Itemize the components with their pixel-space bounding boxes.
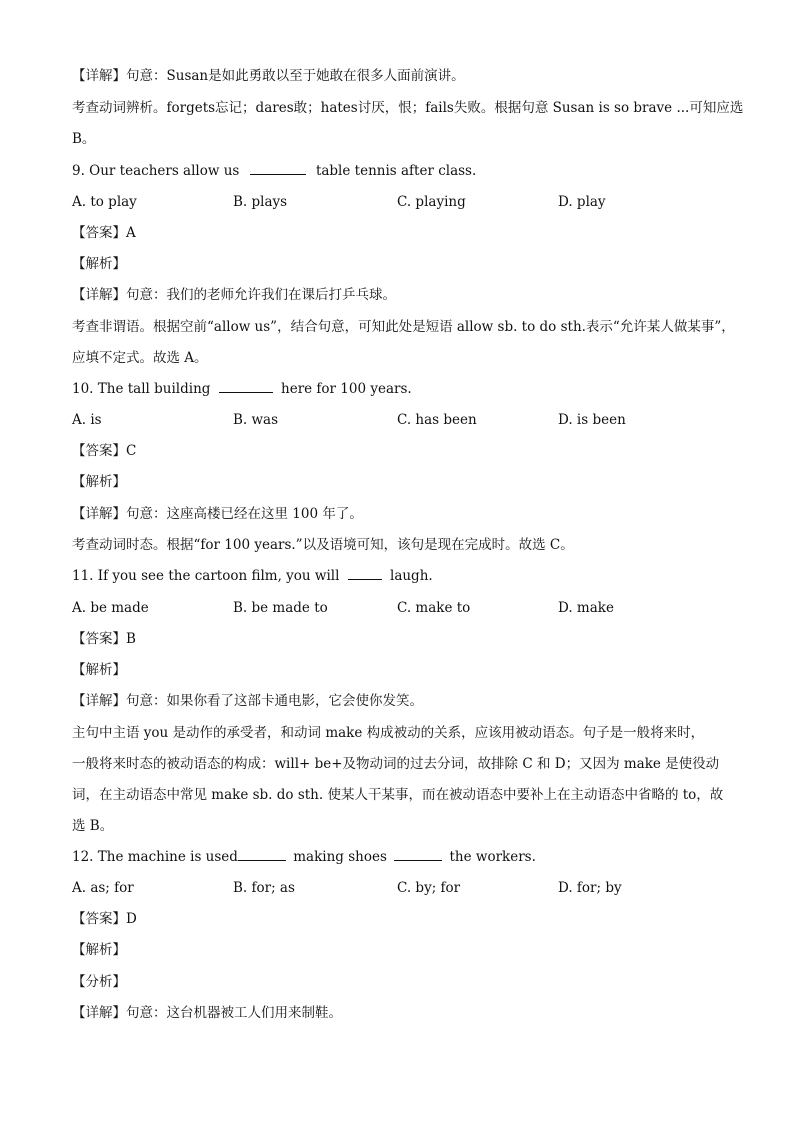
detail-line: 【详解】句意：我们的老师允许我们在课后打乒乓球。 [72, 287, 396, 303]
detail-line: 【详解】句意：这座高楼已经在这里 100 年了。 [72, 506, 363, 522]
answer-line: 【答案】C [72, 443, 137, 459]
detail-line: 【详解】句意：如果你看了这部卡通电影，它会使你发笑。 [72, 693, 423, 709]
question-text: 10. The tall building [72, 381, 211, 397]
option-c: C. by; for [397, 880, 461, 896]
option-d: D. make [558, 600, 614, 616]
question-12 [72, 848, 722, 866]
question-text: table tennis after class. [315, 163, 477, 179]
question-text: 9. Our teachers allow us [72, 163, 240, 179]
analysis-heading: 【解析】 [72, 474, 126, 490]
explanation-line: 考查非谓语。根据空前“allow us”，结合句意，可知此处是短语 allow sb. to do sth.表示“允许某人做某事”， [72, 319, 735, 335]
question-text: here for 100 years. [281, 381, 412, 397]
option-b: B. plays [233, 194, 288, 210]
explanation-line: 一般将来时态的被动语态的构成：will+ be+及物动词的过去分词，故排除 C 和 D；又因为 make 是使役动 [72, 756, 720, 772]
option-a: A. as; for [72, 880, 134, 896]
question-text: making shoes [293, 849, 387, 865]
analysis-heading: 【解析】 [72, 662, 126, 678]
option-c: C. playing [397, 194, 466, 210]
explanation-line: 考查动词时态。根据“for 100 years.”以及语境可知，该句是现在完成时。故选 C。 [72, 537, 574, 553]
option-a: A. be made [72, 600, 149, 616]
answer-blank [219, 380, 273, 393]
question-9 [72, 162, 722, 180]
text-line: 【详解】句意：Susan是如此勇敢以至于她敢在很多人面前演讲。 [72, 68, 465, 84]
option-b: B. for; as [233, 880, 295, 896]
answer-blank [348, 567, 382, 580]
detail-line: 【详解】句意：这台机器被工人们用来制鞋。 [72, 1005, 342, 1021]
question-text: 11. If you see the cartoon film, you will [72, 568, 340, 584]
answer-line: 【答案】D [72, 911, 137, 927]
analysis-subheading: 【分析】 [72, 974, 126, 990]
option-c: C. has been [397, 412, 477, 428]
question-text: 12. The machine is used [72, 849, 238, 865]
option-c: C. make to [397, 600, 471, 616]
answer-blank [250, 162, 306, 175]
answer-blank [238, 848, 286, 861]
option-a: A. is [72, 412, 102, 428]
option-d: D. play [558, 194, 606, 210]
answer-line: 【答案】B [72, 631, 136, 647]
question-text: the workers. [449, 849, 536, 865]
option-d: D. for; by [558, 880, 622, 896]
analysis-heading: 【解析】 [72, 942, 126, 958]
answer-line: 【答案】A [72, 225, 136, 241]
text-line: B。 [72, 131, 96, 147]
option-a: A. to play [72, 194, 137, 210]
option-d: D. is been [558, 412, 626, 428]
question-11 [72, 567, 722, 585]
option-b: B. be made to [233, 600, 328, 616]
question-10 [72, 380, 722, 398]
option-b: B. was [233, 412, 279, 428]
analysis-heading: 【解析】 [72, 256, 126, 272]
question-text: laugh. [390, 568, 433, 584]
text-line: 考查动词辨析。forgets忘记；dares敢；hates讨厌，恨；fails失败。根据句意 Susan is so brave ...可知应选 [72, 100, 744, 116]
explanation-line: 选 B。 [72, 818, 114, 834]
explanation-line: 应填不定式。故选 A。 [72, 350, 208, 366]
explanation-line: 主句中主语 you 是动作的承受者，和动词 make 构成被动的关系，应该用被动语态。句子是一般将来时， [72, 725, 705, 741]
explanation-line: 词，在主动语态中常见 make sb. do sth. 使某人干某事，而在被动语态中要补上在主动语态中省略的 to，故 [72, 787, 724, 803]
answer-blank [394, 848, 442, 861]
